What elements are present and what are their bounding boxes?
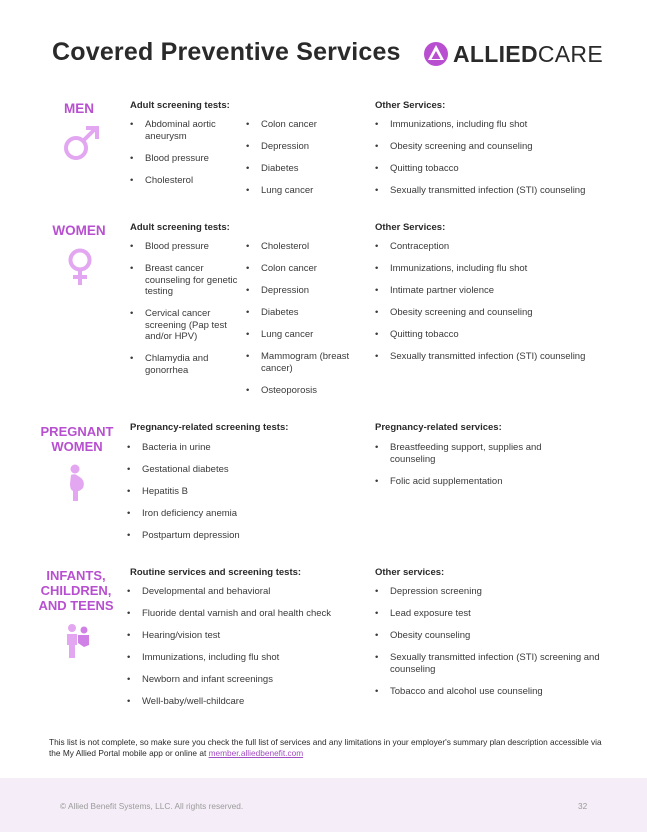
screening-list: [127, 586, 367, 718]
list-item: • Obesity screening and counseling: [375, 141, 615, 153]
logo-text-bold: ALLIED: [453, 40, 538, 67]
section-label-line: CHILDREN,: [40, 583, 112, 598]
other-services-list: [375, 119, 615, 207]
logo-text-light: CARE: [537, 40, 603, 67]
list-item: • Tobacco and alcohol use counseling: [375, 686, 615, 698]
list-item: • Quitting tobacco: [375, 329, 615, 341]
list-item: • Bacteria in urine: [127, 442, 347, 454]
list-item: • Intimate partner violence: [375, 285, 615, 297]
list-item: • Sexually transmitted infection (STI) screening and counseling: [375, 652, 615, 675]
screening-list-col1: [130, 119, 238, 197]
list-item: • Newborn and infant screenings: [127, 674, 367, 686]
footer-disclaimer-text: This list is not complete, so make sure you check the full list of services and any limitations in your employer's summary plan description accessible via the My Allied Portal mobile app or online at: [49, 737, 602, 758]
list-item: • Blood pressure: [130, 153, 238, 165]
list-item: • Colon cancer: [246, 263, 364, 275]
list-item: • Obesity screening and counseling: [375, 307, 615, 319]
list-item: • Cholesterol: [130, 175, 238, 187]
screening-list-col1: [130, 241, 238, 387]
left-heading: Adult screening tests:: [130, 100, 230, 111]
screening-list-col2: [246, 119, 364, 207]
allied-care-logo: [423, 40, 603, 68]
screening-list: [127, 442, 347, 552]
section-label-line: INFANTS,: [46, 568, 106, 583]
list-item: • Lead exposure test: [375, 608, 615, 620]
female-symbol-icon: [64, 248, 96, 286]
copyright-text: © Allied Benefit Systems, LLC. All rights reserved.: [60, 801, 244, 811]
list-item: • Colon cancer: [246, 119, 364, 131]
allied-care-logo-icon: [423, 40, 449, 68]
pregnant-woman-icon: [66, 464, 88, 502]
list-item: • Immunizations, including flu shot: [375, 263, 615, 275]
list-item: • Depression: [246, 285, 364, 297]
left-heading: Pregnancy-related screening tests:: [130, 422, 289, 433]
section-label: [33, 568, 119, 613]
list-item: • Quitting tobacco: [375, 163, 615, 175]
section-label: MEN: [64, 101, 94, 116]
list-item: • Diabetes: [246, 163, 364, 175]
list-item: • Sexually transmitted infection (STI) counseling: [375, 185, 615, 197]
list-item: • Sexually transmitted infection (STI) counseling: [375, 351, 615, 363]
list-item: • Abdominal aortic aneurysm: [130, 119, 238, 142]
list-item: • Lung cancer: [246, 329, 364, 341]
list-item: • Cholesterol: [246, 241, 364, 253]
list-item: • Contraception: [375, 241, 615, 253]
list-item: • Lung cancer: [246, 185, 364, 197]
parent-child-icon: [64, 623, 92, 659]
right-heading: Other Services:: [375, 222, 446, 233]
page-title: Covered Preventive Services: [52, 38, 401, 66]
list-item: • Iron deficiency anemia: [127, 508, 347, 520]
list-item: • Hepatitis B: [127, 486, 347, 498]
screening-list-col2: [246, 241, 364, 407]
list-item: • Folic acid supplementation: [375, 476, 575, 488]
list-item: • Hearing/vision test: [127, 630, 367, 642]
left-heading: Adult screening tests:: [130, 222, 230, 233]
other-services-list: [375, 586, 615, 708]
right-heading: Pregnancy-related services:: [375, 422, 502, 433]
list-item: • Gestational diabetes: [127, 464, 347, 476]
right-heading: Other services:: [375, 567, 445, 578]
list-item: • Depression screening: [375, 586, 615, 598]
other-services-list: [375, 241, 615, 373]
section-label-line: WOMEN: [51, 439, 103, 454]
page-number: 32: [578, 801, 588, 811]
list-item: • Breastfeeding support, supplies and counseling: [375, 442, 575, 465]
list-item: • Blood pressure: [130, 241, 238, 253]
left-heading: Routine services and screening tests:: [130, 567, 302, 578]
list-item: • Immunizations, including flu shot: [375, 119, 615, 131]
list-item: • Fluoride dental varnish and oral health check: [127, 608, 367, 620]
list-item: • Obesity counseling: [375, 630, 615, 642]
list-item: • Postpartum depression: [127, 530, 347, 542]
footer-disclaimer: [49, 737, 609, 758]
list-item: • Immunizations, including flu shot: [127, 652, 367, 664]
section-label: [34, 424, 120, 454]
list-item: • Diabetes: [246, 307, 364, 319]
section-label-line: AND TEENS: [38, 598, 114, 613]
list-item: • Cervical cancer screening (Pap test and/or HPV): [130, 308, 238, 343]
right-heading: Other Services:: [375, 100, 446, 111]
section-label: WOMEN: [52, 223, 106, 238]
list-item: • Mammogram (breast cancer): [246, 351, 364, 374]
member-portal-link[interactable]: member.alliedbenefit.com: [208, 747, 304, 758]
male-symbol-icon: [62, 125, 100, 163]
list-item: • Well-baby/well-childcare: [127, 696, 367, 708]
list-item: • Developmental and behavioral: [127, 586, 367, 598]
list-item: • Breast cancer counseling for genetic testing: [130, 263, 238, 298]
section-label-line: PREGNANT: [40, 424, 114, 439]
list-item: • Chlamydia and gonorrhea: [130, 353, 238, 376]
list-item: • Depression: [246, 141, 364, 153]
services-list: [375, 442, 575, 498]
list-item: • Osteoporosis: [246, 385, 364, 397]
